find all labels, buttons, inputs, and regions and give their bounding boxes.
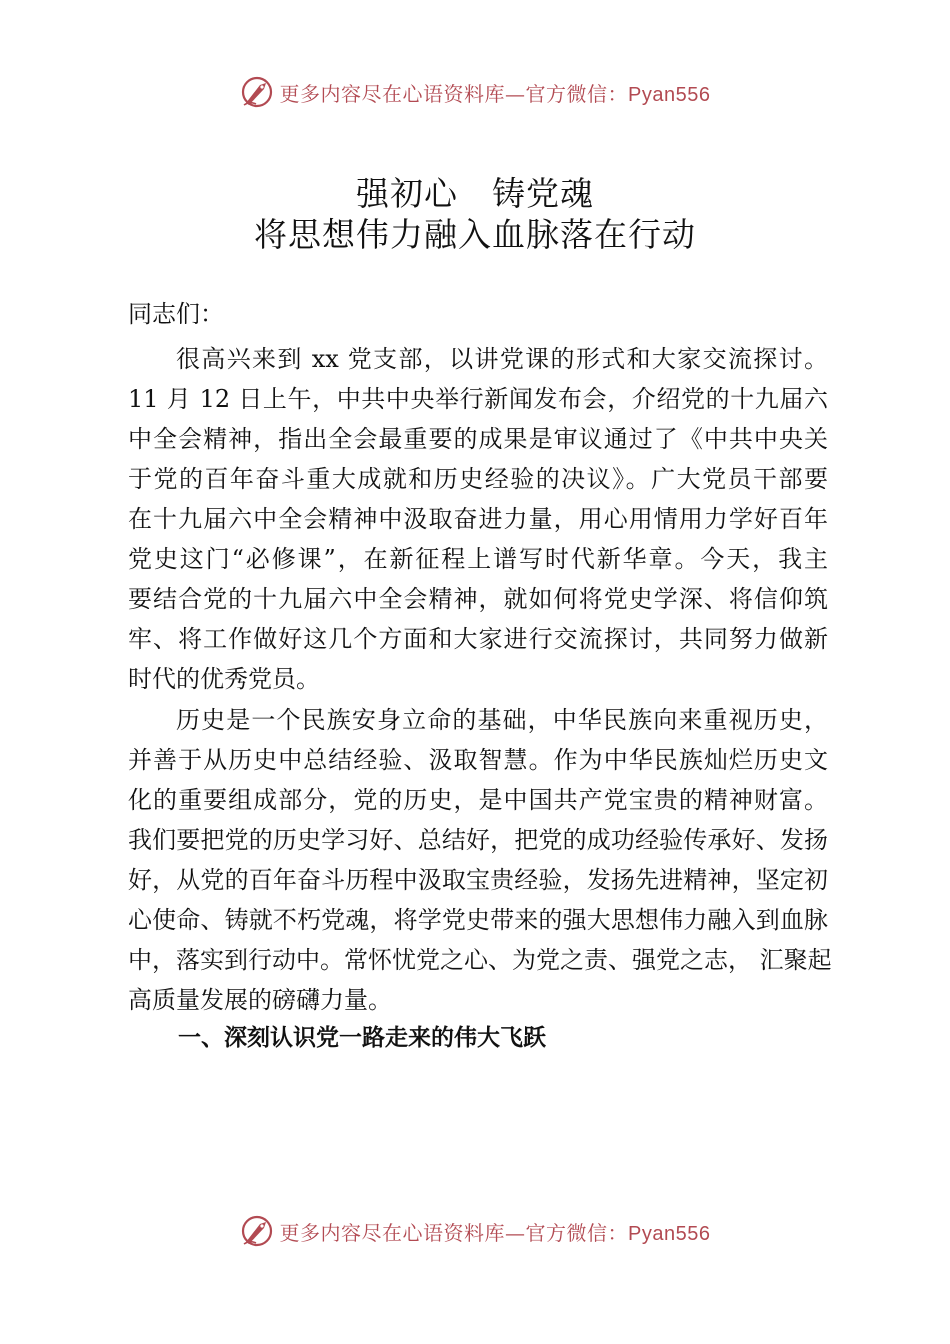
paragraph-line: 好，从党的百年奋斗历程中汲取宝贵经验，发扬先进精神，坚定初 [128,866,828,894]
paragraph-line: 时代的优秀党员。 [128,665,320,693]
pen-nib-logo-icon [240,1214,274,1248]
banner-wechat-id: Pyan556 [628,1222,711,1245]
paragraph-line: 11 月 12 日上午，中共中央举行新闻发布会，介绍党的十九届六 [128,385,828,413]
paragraph-2 [128,700,832,1020]
paragraph-line: 在十九届六中全会精神中汲取奋进力量，用心用情用力学好百年 [128,505,828,533]
pen-nib-logo-icon [240,75,274,109]
paragraph-line: 我们要把党的历史学习好、总结好，把党的成功经验传承好、发扬 [128,826,828,854]
paragraph-line: 并善于从历史中总结经验、汲取智慧。作为中华民族灿烂历史文 [128,746,828,774]
banner-text [280,78,711,107]
paragraph-line: 中，落实到行动中。常怀忧党之心、为党之责、强党之志， 汇聚起 [128,946,832,974]
page-title-line-2: 将思想伟力融入血脉落在行动 [254,215,696,254]
banner-text [280,1217,711,1246]
salutation: 同志们： [128,300,224,328]
header-banner [0,72,950,112]
title-part-1: 强初心 [356,174,458,213]
banner-slogan: 更多内容尽在心语资料库—官方微信： [279,1220,629,1245]
paragraph-line: 中全会精神，指出全会最重要的成果是审议通过了《中共中央关 [128,425,828,453]
paragraph-line: 历史是一个民族安身立命的基础，中华民族向来重视历史， [176,706,828,734]
paragraph-line: 牢、将工作做好这几个方面和大家进行交流探讨，共同努力做新 [128,625,828,653]
paragraph-line: 要结合党的十九届六中全会精神，就如何将党史学深、将信仰筑 [128,585,828,613]
paragraph-line: 很高兴来到 xx 党支部，以讲党课的形式和大家交流探讨。 [176,345,828,373]
page-title-line-1 [0,168,950,215]
paragraph-line: 心使命、铸就不朽党魂，将学党史带来的强大思想伟力融入到血脉 [128,906,828,934]
section-heading: 一、深刻认识党一路走来的伟大飞跃 [178,1025,546,1051]
footer-banner [0,1211,950,1251]
banner-slogan: 更多内容尽在心语资料库—官方微信： [279,81,629,106]
paragraph-line: 高质量发展的磅礴力量。 [128,986,392,1014]
paragraph-line: 党史这门“必修课”，在新征程上谱写时代新华章。今天，我主 [128,545,828,573]
banner-wechat-id: Pyan556 [628,83,711,106]
title-part-2: 铸党魂 [492,174,594,213]
paragraph-line: 于党的百年奋斗重大成就和历史经验的决议》。广大党员干部要 [128,465,828,493]
paragraph-1 [128,339,828,699]
paragraph-line: 化的重要组成部分，党的历史，是中国共产党宝贵的精神财富。 [128,786,828,814]
